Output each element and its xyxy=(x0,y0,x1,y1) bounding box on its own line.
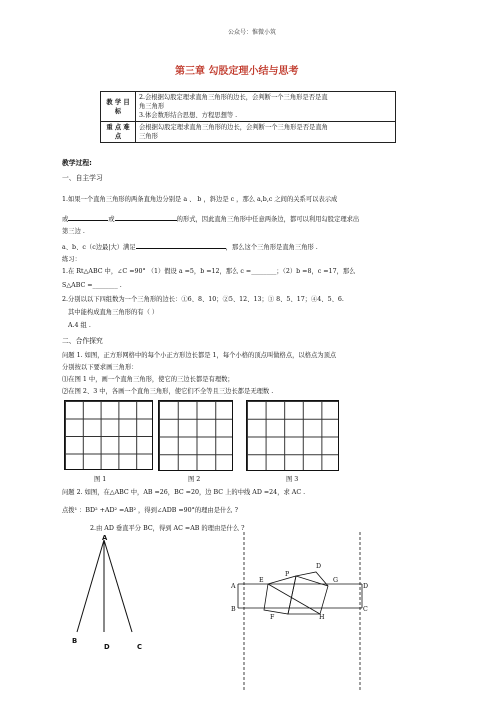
point-label-f: F xyxy=(270,614,275,621)
problem-2-line: 2.由 AD 垂直平分 BC，得到 AC =AB 的理由是什么 ? xyxy=(90,525,245,532)
objectives-table xyxy=(100,91,396,143)
vertex-label-b: B xyxy=(72,637,78,645)
objective-line: 角三角形 xyxy=(139,103,165,110)
vertex-label-a: A xyxy=(102,534,108,542)
section-heading: 二、合作探究 xyxy=(62,337,103,345)
key-point-line: 三角形 xyxy=(139,133,158,140)
practice-line: 1.在 Rt△ABC 中，∠C =90° （1）假设 a =5，b =12，那么 c =________；（2）b =8，c =17，那么 xyxy=(62,268,356,275)
process-title: 教学过程: xyxy=(62,159,92,167)
figure-label: 图 3 xyxy=(286,476,299,483)
figure-label: 图 2 xyxy=(188,476,201,483)
vertex-label-d: D xyxy=(104,643,110,651)
point-label-g: G xyxy=(333,577,339,584)
problem-2-line: 点拨¹ ：BD² +AD² =AB² ，得到∠ADB =90°的理由是什么 ? xyxy=(62,507,238,514)
rectangle-squares-figure xyxy=(228,532,378,692)
question-1-line: 第三边 . xyxy=(62,228,85,235)
point-label-p: P xyxy=(285,571,290,578)
key-point-line: 会根据勾股定理求直角三角形的边长，会判断一个三角形是否是直角 xyxy=(139,124,328,131)
question-1-line: 1.如果一个直角三角形的两条直角边分别是 a 、 b ，斜边是 c ，那么 a,b,c 之间的关系可以表示成 xyxy=(62,196,338,203)
figure-label: 图 1 xyxy=(94,476,107,483)
problem-1-line: ⑴在图 1 中，画一个直角三角形，使它的三边长都是有理数； xyxy=(62,376,234,383)
practice-line: 其中能构成直角三角形的有（ ） xyxy=(68,309,159,316)
key-points-label: 重 点 难 点 xyxy=(101,122,136,143)
objectives-label: 教 学 目 标 xyxy=(101,92,136,122)
grid-figure-3 xyxy=(246,400,339,471)
practice-heading: 练习： xyxy=(62,256,81,263)
objectives-content xyxy=(136,92,396,122)
page-title: 第三章 勾股定理小结与思考 xyxy=(175,66,299,77)
problem-1-line: 分别按以下要求画三角形： xyxy=(62,364,138,371)
point-label-d: D xyxy=(316,563,322,570)
objective-line: 3.体会数形结合思想、方程思想等 . xyxy=(139,112,238,119)
question-1-line: a、b、c（c边最|大）满足 ，那么这个三角形是直角三角形 . xyxy=(62,241,318,252)
point-label-a: A xyxy=(231,583,236,590)
practice-line: A.4 组 . xyxy=(68,322,91,329)
point-label-d2: D xyxy=(363,583,369,590)
vertex-label-c: C xyxy=(137,643,142,651)
problem-1-line: ⑵在图 2、3 中，各画一个直角三角形，使它们不全等且三边长都是无理数 . xyxy=(62,388,274,395)
question-1-line: 或 或 的形式，因此直角三角形中任意两条边，都可以利用勾股定理求出 xyxy=(62,213,359,224)
practice-line: S△ABC =________ . xyxy=(62,282,122,289)
problem-2-line: 问题 2. 如图，在△ABC 中，AB =26，BC =20，边 BC 上的中线 AD =24，求 AC . xyxy=(62,489,306,496)
grid-figure-2 xyxy=(158,400,233,471)
page-header: 公众号：惟微小筑 xyxy=(228,29,277,36)
objective-line: 2.会根据勾股定理求直角三角形的边长，会判断一个三角形是否是直 xyxy=(139,94,328,101)
point-label-h: H xyxy=(319,614,325,621)
point-label-e: E xyxy=(259,577,264,584)
point-label-b: B xyxy=(231,606,236,613)
problem-1-line: 问题 1. 如图，正方形网格中的每个小正方形边长都是 1，每个小格的顶点叫做格点，以格点为顶点 xyxy=(62,352,337,359)
grid-figure-1 xyxy=(64,400,153,470)
point-label-c: C xyxy=(363,606,368,613)
key-points-content xyxy=(136,122,396,143)
section-heading: 一、自主学习 xyxy=(62,174,103,182)
practice-line: 2.分别以以下四组数为一个三角形的边长：①6、8、10；②5、12、13；③ 8、5、17；④4、5、6. xyxy=(62,296,344,303)
